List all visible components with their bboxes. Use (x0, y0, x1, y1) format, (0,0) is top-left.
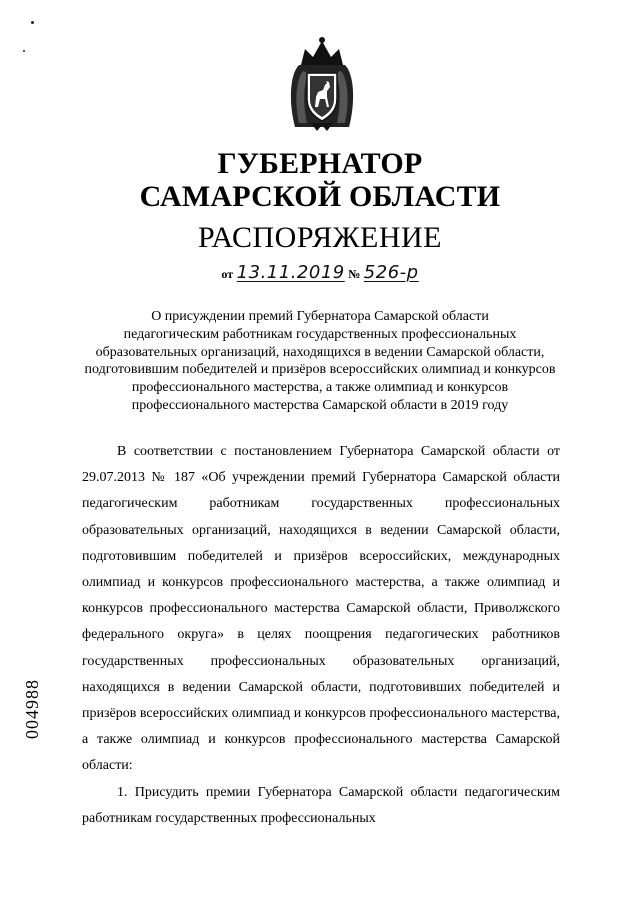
subject-heading (80, 308, 560, 415)
samara-coat-of-arms-icon (287, 35, 357, 133)
authority-title-line2: САМАРСКОЙ ОБЛАСТИ (139, 180, 501, 213)
scan-speck (23, 50, 25, 52)
registration-line (0, 260, 640, 286)
subject-line: подготовившим победителей и призёров всероссийских олимпиад и конкурсов (84, 362, 556, 378)
subject-line: образовательных организаций, находящихся в ведении Самарской области, (95, 344, 545, 360)
number-prefix: № (348, 267, 361, 281)
numbered-item-1: 1. Присудить премии Губернатора Самарской области педагогическим работникам государственных профессиональных (82, 784, 560, 826)
side-registration-code: 004988 (22, 679, 42, 739)
authority-title-line1: ГУБЕРНАТОР (217, 147, 423, 180)
subject-line: профессионального мастерства, а также олимпиад и конкурсов (131, 380, 509, 396)
document-type: РАСПОРЯЖЕНИЕ (197, 221, 443, 254)
document-body (82, 439, 560, 832)
handwritten-number: 526-р (363, 262, 419, 283)
date-prefix: от (221, 267, 234, 281)
handwritten-date: 13.11.2019 (236, 262, 345, 283)
subject-line: О присуждении премий Губернатора Самарской области (151, 309, 489, 324)
subject-line: профессионального мастерства Самарской области в 2019 году (131, 397, 509, 413)
body-paragraph: В соответствии с постановлением Губернатора Самарской области от 29.07.2013 № 187 «Об учреждении премий Губернатора Самарской области педагогическим работникам государственных профессиональных образовательных организаций, находящихся в ведении Самарской области, подготовившим победителей и призёров всероссийских, международных олимпиад и конкурсов профессионального мастерства, а также олимпиад и конкурсов профессионального мастерства Самарской области, Приволжского федерального округа» в целях поощрения педагогических работников государственных профессиональных образовательных организаций, находящихся в ведении Самарской области, подготовивших победителей и призёров всероссийских олимпиад и конкурсов профессионального мастерства, а также олимпиад и конкурсов профессионального мастерства Самарской области: (82, 444, 560, 774)
subject-line: педагогическим работникам государственных профессиональных (123, 326, 517, 342)
scan-speck (31, 21, 34, 24)
